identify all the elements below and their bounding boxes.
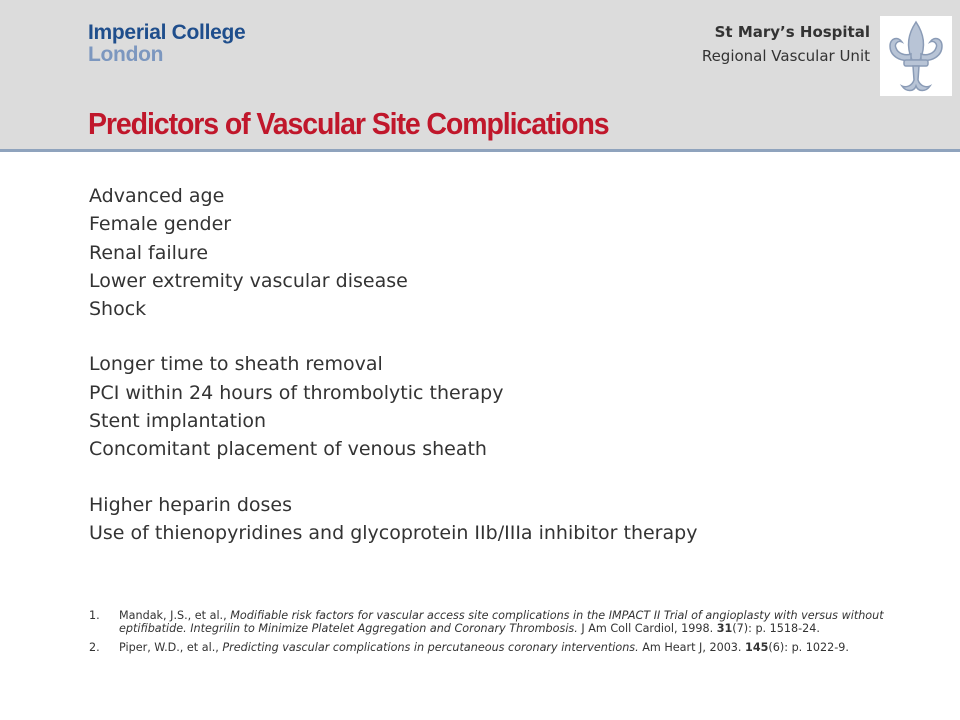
fleur-de-lis-icon [880, 16, 952, 96]
list-item: Shock [89, 298, 147, 321]
reference-number: 1. [89, 609, 100, 622]
reference-number: 2. [89, 641, 100, 655]
reference-item [89, 642, 889, 655]
imperial-college-logo [88, 22, 245, 66]
slide-title: Predictors of Vascular Site Complications [88, 106, 609, 141]
slide-header [0, 0, 960, 152]
list-item: Lower extremity vascular disease [89, 269, 408, 292]
list-item: Higher heparin doses [89, 493, 292, 516]
list-item: Use of thienopyridines and glycoprotein IIb/IIIa inhibitor therapy [89, 521, 698, 544]
references [89, 610, 889, 662]
logo-line-1: Imperial College [88, 21, 246, 44]
reference-text: Piper, W.D., et al., Predicting vascular complications in percutaneous coronary interventions. Am Heart J, 2003. 145(6): p. 1022-9. [119, 641, 849, 655]
list-item: PCI within 24 hours of thrombolytic therapy [89, 381, 504, 404]
list-item: Stent implantation [89, 410, 267, 433]
list-item: Advanced age [89, 185, 225, 207]
reference-text: Mandak, J.S., et al., Modifiable risk factors for vascular access site complications in the IMPACT II Trial of angioplasty with versus without eptifibatide. Integrilin to Minimize Platelet Aggregation and Coronary Thrombosis. J Am Coll Cardiol, 1998. 31(7): p. 1518-24. [119, 609, 884, 635]
hospital-label [702, 20, 870, 68]
list-item: Female gender [89, 213, 232, 236]
predictor-list [89, 182, 697, 547]
list-item: Renal failure [89, 241, 209, 264]
list-item: Concomitant placement of venous sheath [89, 438, 487, 461]
list-item: Longer time to sheath removal [89, 353, 383, 376]
reference-item [89, 610, 889, 635]
logo-line-2: London [88, 43, 164, 66]
unit-name: Regional Vascular Unit [701, 47, 870, 65]
hospital-name: St Mary’s Hospital [714, 23, 870, 41]
